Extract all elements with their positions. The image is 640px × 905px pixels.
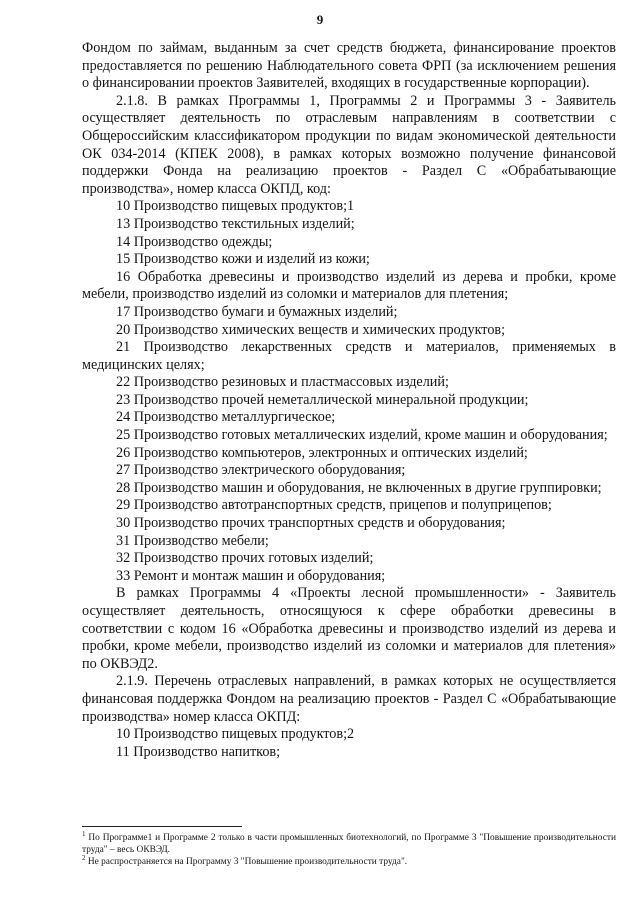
footnotes [82,829,616,869]
page-number: 9 [316,12,324,27]
paragraph: В рамках Программы 4 «Проекты лесной промышленности» - Заявитель осуществляет деятельность, относящуюся к сфере обработки древесины в соответствии с кодом 16 «Обработка древесины и производство изделий из дерева и пробки, кроме мебели, производство изделий из соломки и материалов для плетения» по ОКВЭД2. [82,585,616,672]
list-item: 25 Производство готовых металлических изделий, кроме машин и оборудования; [116,427,608,444]
list-item: 27 Производство электрического оборудования; [116,462,406,479]
paragraph: 2.1.9. Перечень отраслевых направлений, в рамках которых не осуществляется финансовая поддержка Фондом на реализацию проектов - Раздел С «Обрабатывающие производства» номер класса ОКПД: [82,673,616,725]
list-item: 32 Производство прочих готовых изделий; [116,550,374,567]
list-item: 26 Производство компьютеров, электронных и оптических изделий; [116,444,528,461]
footnote-mark: 2 [82,854,86,863]
footnote-divider [82,826,242,827]
list-item: 21 Производство лекарственных средств и материалов, применяемых в медицинских целях; [82,339,616,373]
list-item: 31 Производство мебели; [116,532,269,549]
list-item: 17 Производство бумаги и бумажных изделий; [116,303,398,320]
list-item: 15 Производство кожи и изделий из кожи; [116,251,370,268]
footnote [82,856,616,868]
list-item: 14 Производство одежды; [116,233,273,250]
list-item: 10 Производство пищевых продуктов;1 [116,198,355,215]
list-item: 10 Производство пищевых продуктов;2 [116,726,355,743]
paragraph: Фондом по займам, выданным за счет средств бюджета, финансирование проектов предоставляется по решению Наблюдательного совета ФРП (за исключением решения о финансировании проектов Заявителей, входящих в государственные корпорации). [82,40,616,92]
document-body [82,40,616,761]
list-item: 23 Производство прочей неметаллической минеральной продукции; [116,391,529,408]
list-item: 24 Производство металлургическое; [116,409,336,426]
list-item: 11 Производство напитков; [116,743,281,760]
list-item: 30 Производство прочих транспортных средств и оборудования; [116,515,506,532]
footnote-mark: 1 [82,829,86,838]
paragraph: 2.1.8. В рамках Программы 1, Программы 2 и Программы 3 - Заявитель осуществляет деятельность по отраслевым направлениям в соответствии с Общероссийским классификатором продукции по видам экономической деятельности ОК 034-2014 (КПЕК 2008), в рамках которых возможно получение финансовой поддержки Фонда на реализацию проектов - Раздел С «Обрабатывающие производства», номер класса ОКПД, код: [82,92,616,197]
footnote [82,829,616,856]
list-item: 20 Производство химических веществ и химических продуктов; [116,321,506,338]
list-item: 13 Производство текстильных изделий; [116,215,355,232]
footnote-text: Не распространяется на Программу 3 "Повышение производительности труда". [85,857,408,868]
list-item: 29 Производство автотранспортных средств, прицепов и полуприцепов; [116,497,552,514]
list-item: 33 Ремонт и монтаж машин и оборудования; [116,567,386,584]
list-item: 28 Производство машин и оборудования, не включенных в другие группировки; [116,479,602,496]
list-item: 22 Производство резиновых и пластмассовых изделий; [116,374,449,391]
list-item: 16 Обработка древесины и производство изделий из дерева и пробки, кроме мебели, производство изделий из соломки и материалов для плетения; [82,268,616,303]
footnote-text: По Программе1 и Программе 2 только в части промышленных биотехнологий, по Программе 3 "Повышение производительности труда" – весь ОКВЭД. [82,833,616,856]
